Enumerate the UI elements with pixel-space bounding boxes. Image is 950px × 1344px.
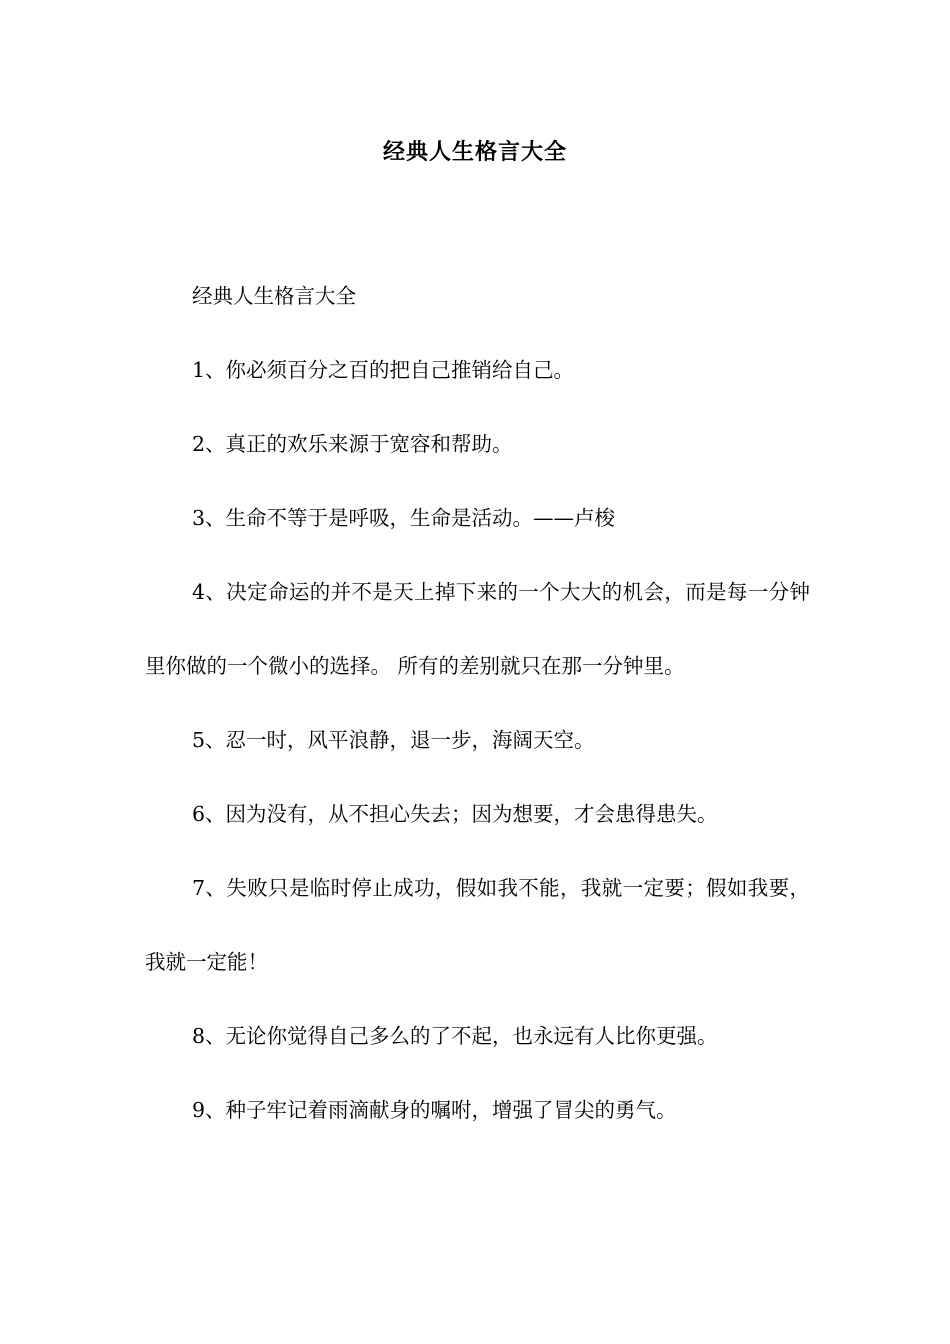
subtitle-paragraph: 经典人生格言大全 [192,284,356,308]
quote-paragraph-5: 5、忍一时，风平浪静，退一步，海阔天空。 [192,728,595,752]
quote-paragraph-2: 2、真正的欢乐来源于宽容和帮助。 [192,432,513,456]
document-body [145,259,810,1147]
quote-paragraph-3: 3、生命不等于是呼吸，生命是活动。——卢梭 [192,506,616,530]
quote-paragraph-4: 4、决定命运的并不是天上掉下来的一个大大的机会，而是每一分钟里你做的一个微小的选择。 所有的差别就只在那一分钟里。 [145,580,810,678]
quote-paragraph-7: 7、失败只是临时停止成功，假如我不能，我就一定要；假如我要，我就一定能！ [145,876,810,974]
quote-paragraph-8: 8、无论你觉得自己多么的了不起，也永远有人比你更强。 [192,1024,718,1048]
quote-paragraph-9: 9、种子牢记着雨滴献身的嘱咐，增强了冒尖的勇气。 [192,1098,677,1122]
quote-paragraph-1: 1、你必须百分之百的把自己推销给自己。 [192,358,575,382]
document-title: 经典人生格言大全 [382,139,567,165]
quote-paragraph-6: 6、因为没有，从不担心失去；因为想要，才会患得患失。 [192,802,718,826]
